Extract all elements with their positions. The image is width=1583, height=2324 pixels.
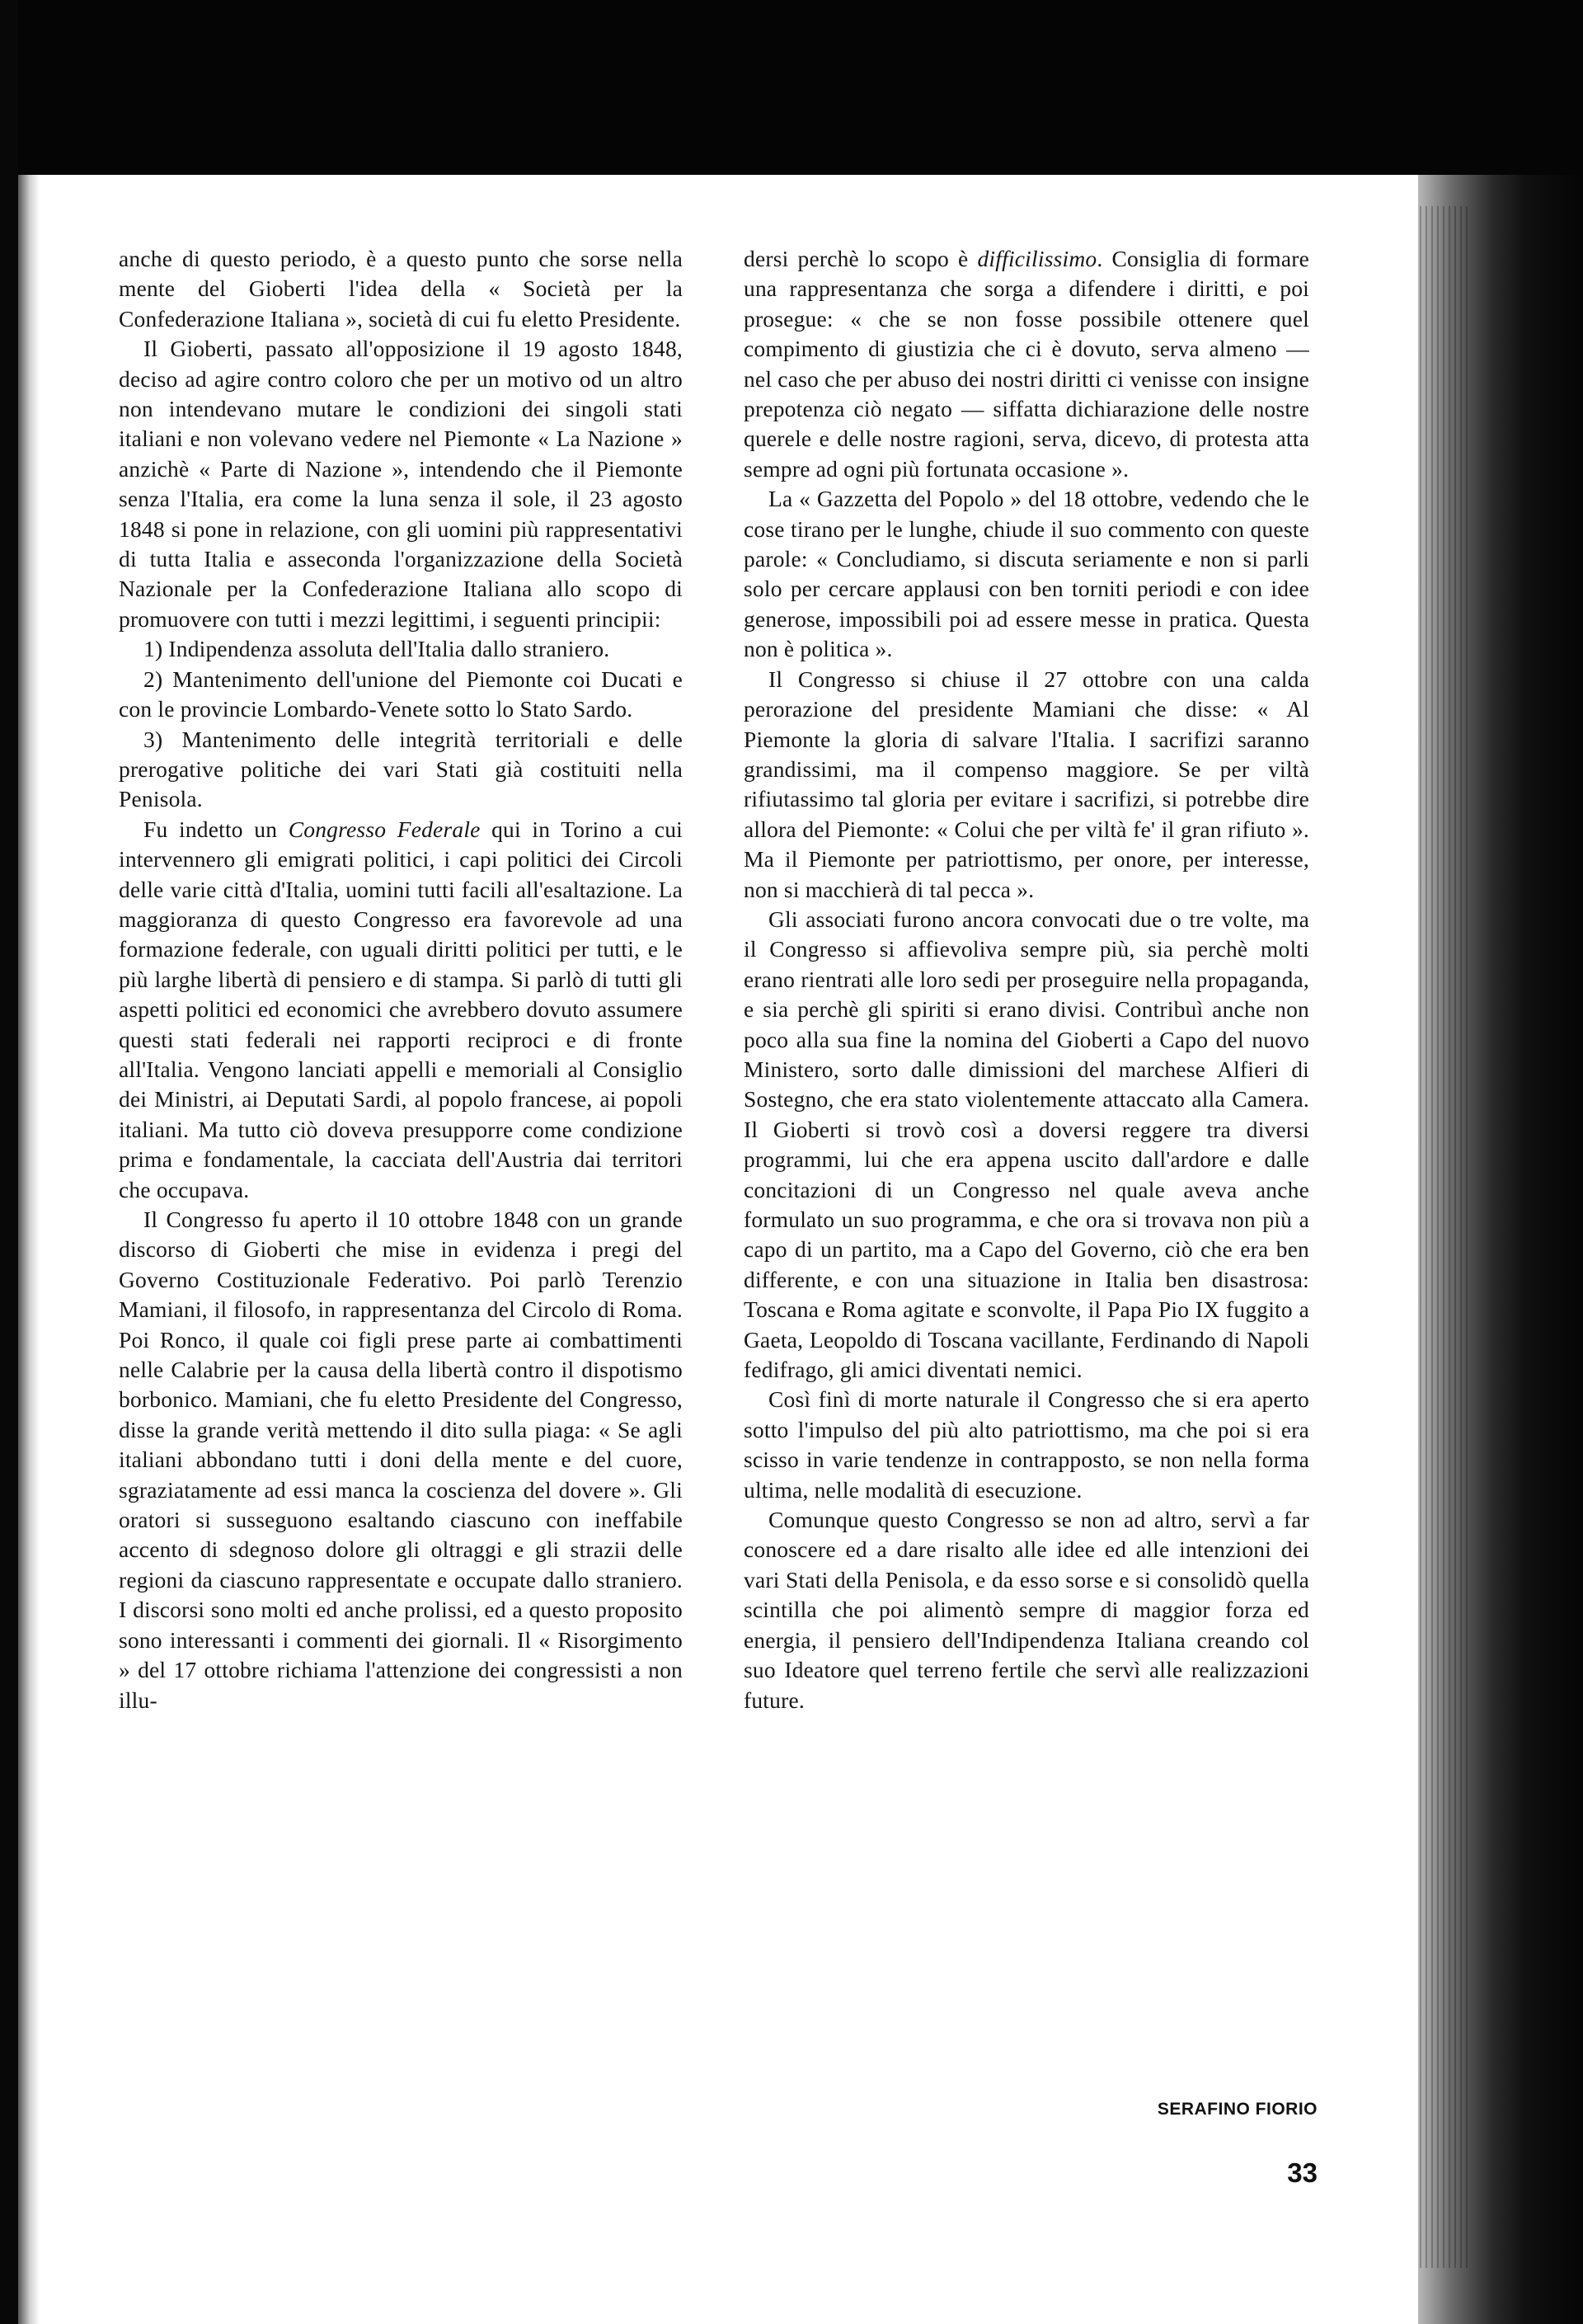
paragraph-continued <box>744 244 1309 484</box>
paragraph: Il Congresso si chiuse il 27 ottobre con una calda perorazione del presidente Mamiani che disse: « Al Piemonte la gloria di salvare l'Italia. I sacrifizi saranno grandissimi, ma il compenso maggiore. Se per viltà rifiutassimo tal gloria per evitare i sacrifizi, si potrebbe dire allora del Piemonte: « Colui che per viltà fe' il gran rifiuto ». Ma il Piemonte per patriottismo, per onore, per interesse, non si macchierà di tal pecca ». <box>744 666 1309 902</box>
paragraph: Comunque questo Congresso se non ad altro, servì a far conoscere ed a dare risalto alle idee ed alle intenzioni dei vari Stati della Penisola, e da esso sorse e si consolidò quella scintilla che poi alimentò sempre di maggior forza ed energia, il pensiero dell'Indipendenza Italiana creando col suo Ideatore quel terreno fertile che servì alle realizzazioni future. <box>744 1507 1309 1713</box>
left-text-column <box>119 244 683 1715</box>
paragraph: Il Gioberti, passato all'opposizione il 19 agosto 1848, deciso ad agire contro coloro che per un motivo od un altro non intendevano mutare le condizioni dei singoli stati italiani e non volevano vedere nel Piemonte « La Nazione » anzichè « Parte di Nazione », intendendo che il Piemonte senza l'Italia, era come la luna senza il sole, il 23 agosto 1848 si pone in relazione, con gli uomini più rappresentativi di tutta Italia e asseconda l'organizzazione della Società Nazionale per la Confederazione Italiana allo scopo di promuovere con tutti i mezzi legittimi, i seguenti principii: <box>119 336 683 632</box>
author-signature: SERAFINO FIORIO <box>1157 2100 1318 2119</box>
list-item-principle-2: 2) Mantenimento dell'unione del Piemonte coi Ducati e con le provincie Lombardo-Venete sotto lo Stato Sardo. <box>119 666 683 722</box>
emphasis-text: Congresso Federale <box>288 816 481 842</box>
page-number: 33 <box>1287 2157 1318 2188</box>
paragraph: Così finì di morte naturale il Congresso che si era aperto sotto l'impulso del più alto patriottismo, ma che poi si era scisso in varie tendenze in contrapposto, se non nella forma ultima, nelle modalità di esecuzione. <box>744 1386 1309 1503</box>
list-item-principle-3: 3) Mantenimento delle integrità territoriali e delle prerogative politiche dei vari Stati già costituiti nella Penisola. <box>119 726 683 812</box>
scan-border-left <box>0 0 18 2324</box>
right-text-column <box>744 244 1309 1715</box>
text-run: Fu indetto un <box>143 816 289 842</box>
paragraph: anche di questo periodo, è a questo punto che sorse nella mente del Gioberti l'idea della « Società per la Confederazione Italiana », società di cui fu eletto Presidente. <box>119 246 683 332</box>
paragraph: Il Congresso fu aperto il 10 ottobre 1848 con un grande discorso di Gioberti che mise in evidenza i pregi del Governo Costituzionale Federativo. Poi parlò Terenzio Mamiani, il filosofo, in rappresentanza del Circolo di Roma. Poi Ronco, il quale coi figli prese parte ai combattimenti nelle Calabrie per la causa della libertà contro il dispotismo borbonico. Mamiani, che fu eletto Presidente del Congresso, disse la grande verità mettendo il dito sulla piaga: « Se agli italiani abbondano tutti i doni della mente e del cuore, sgraziatamente ad essi manca la coscienza del dovere ». Gli oratori si susseguono esaltando ciascuno con ineffabile accento di sdegnoso dolore gli oltraggi e gli strazii delle regioni da ciascuno rappresentate e occupate dallo straniero. I discorsi sono molti ed anche prolissi, ed a questo proposito sono interessanti i commenti dei giornali. Il « Risorgimento » del 17 ottobre richiama l'attenzione dei congressisti a non illu- <box>119 1207 683 1713</box>
paragraph: Gli associati furono ancora convocati due o tre volte, ma il Congresso si affievoliva sempre più, sia perchè molti erano rientrati alle loro sedi per proseguire nella propaganda, e sia perchè gli spiriti si erano divisi. Contribuì anche non poco alla sua fine la nomina del Gioberti a Capo del nuovo Ministero, sorto dalle dimissioni del marchese Alfieri di Sostegno, che era stato violentemente attaccato alla Camera. Il Gioberti si trovò così a doversi reggere tra diversi programmi, lui che era appena uscito dall'ardore e dalle concitazioni di un Congresso nel quale aveva anche formulato un suo programma, e che ora si trovava non più a capo di un partito, ma a Capo del Governo, ciò che era ben differente, e con una situazione in Italia ben disastrosa: Toscana e Roma agitate e sconvolte, il Papa Pio IX fuggito a Gaeta, Leopoldo di Toscana vacillante, Ferdinando di Napoli fedifrago, gli amici diventati nemici. <box>744 906 1309 1383</box>
list-item-principle-1: 1) Indipendenza assoluta dell'Italia dallo straniero. <box>143 636 610 662</box>
scan-border-top <box>0 0 1583 175</box>
text-run: qui in Torino a cui intervennero gli emigrati politici, i capi politici dei Circoli delle varie città d'Italia, uomini tutti facili all'esaltazione. La maggioranza di questo Congresso era favorevole ad una formazione federale, con uguali diritti politici per tutti, e le più larghe libertà di pensiero e di stampa. Si parlò di tutti gli aspetti politici ed economici che avrebbero dovuto assumere questi stati federali nei rapporti reciproci e di fronte all'Italia. Vengono lanciati appelli e memoriali al Consiglio dei Ministri, ai Deputati Sardi, al popolo francese, ai popoli italiani. Ma tutto ciò doveva presupporre come condizione prima e fondamentale, la cacciata dell'Austria dai territori che occupava. <box>119 816 683 1202</box>
page-stack-edges <box>1420 206 1469 2268</box>
text-run: dersi perchè lo scopo è <box>744 246 978 271</box>
page-fold-shadow <box>18 175 40 2324</box>
paragraph-congress <box>119 815 683 1205</box>
emphasis-text: difficilissimo <box>977 246 1097 271</box>
paragraph: La « Gazzetta del Popolo » del 18 ottobre, vedendo che le cose tirano per le lunghe, chiude il suo commento con queste parole: « Concludiamo, si discuta seriamente e non si parli solo per cercare applausi con ben torniti periodi e con idee generose, impossibili poi ad essere messe in pratica. Questa non è politica ». <box>744 486 1309 662</box>
text-run: . Consiglia di formare una rappresentanza che sorga a difendere i diritti, e poi prosegue: « che se non fosse possibile ottenere quel compimento di giustizia che ci è dovuto, serva almeno — nel caso che per abuso dei nostri diritti ci venisse con insigne prepotenza ciò negato — siffatta dichiarazione delle nostre querele e delle nostre ragioni, serva, dicevo, di protesta atta sempre ad ogni più fortunata occasione ». <box>744 246 1309 482</box>
